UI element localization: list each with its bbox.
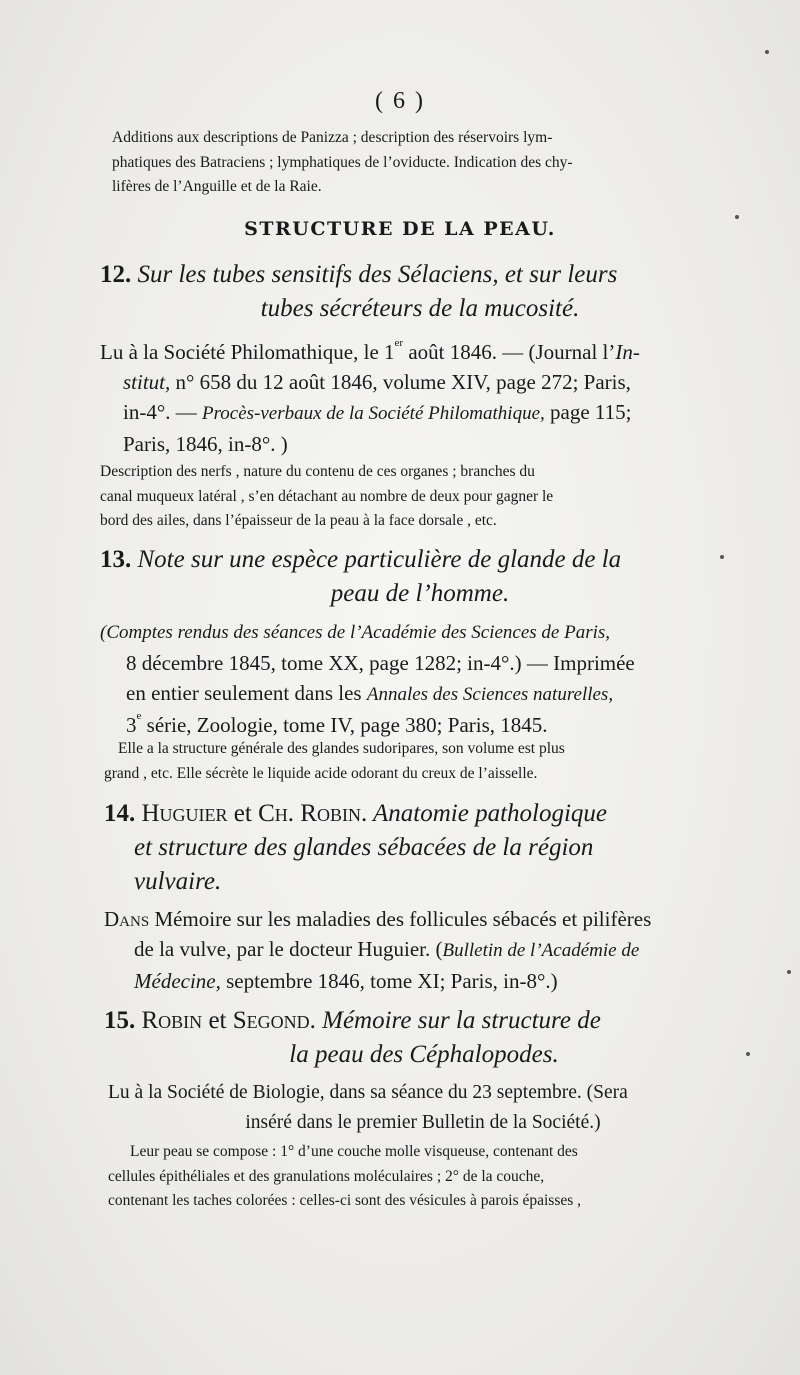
scan-speck	[735, 215, 739, 219]
entry-13-title: 13. Note sur une espèce particulière de glande de la peau de l’homme.	[100, 546, 622, 607]
page-number: ( 6 )	[375, 88, 425, 114]
scan-speck	[787, 970, 791, 974]
entry-14-reference: Dans Mémoire sur les maladies des follicules sébacés et pilifères de la vulve, par le docteur Huguier. (Bulletin de l’Académie de Médecine, septembre 1846, tome XI; Paris, in-8°.)	[104, 907, 652, 993]
entry-number: 14.	[104, 800, 136, 827]
intro-line: phatiques des Batraciens ; lymphatiques de l’oviducte. Indication des chy-	[112, 153, 573, 171]
entry-15-reference: Lu à la Société de Biologie, dans sa séance du 23 septembre. (Sera inséré dans le premier Bulletin de la Société.)	[108, 1082, 628, 1133]
section-heading: STRUCTURE DE LA PEAU.	[244, 218, 556, 240]
entry-15-title: 15. Robin et Segond. Mémoire sur la structure de la peau des Céphalopodes.	[104, 1007, 601, 1068]
scan-speck	[765, 50, 769, 54]
entry-number: 13.	[100, 546, 132, 573]
intro-paragraph	[112, 126, 712, 200]
intro-line: Additions aux descriptions de Panizza ; description des réservoirs lym-	[112, 129, 553, 146]
entry-12-title: 12. Sur les tubes sensitifs des Sélaciens, et sur leurs tubes sécréteurs de la mucosité.	[100, 261, 618, 322]
entry-13-reference: (Comptes rendus des séances de l’Académie des Sciences de Paris, 8 décembre 1845, tome XX, page 1282; in-4°.) — Imprimée en entier seulement dans les Annales des Sciences naturelles, 3e série, Zoologie, tome IV, page 380; Paris, 1845.	[100, 622, 635, 737]
entry-14-title: 14. Huguier et Ch. Robin. Anatomie pathologique et structure des glandes sébacées de la région vulvaire.	[104, 800, 608, 895]
entry-number: 12.	[100, 261, 132, 288]
entry-12-reference: Lu à la Société Philomathique, le 1er août 1846. — (Journal l’In- stitut, n° 658 du 12 août 1846, volume XIV, page 272; Paris, in-4°. — Procès-verbaux de la Société Philomathique, page 115; Paris, 1846, in-8°. )	[100, 337, 640, 456]
scan-speck	[746, 1052, 750, 1056]
intro-line: lifères de l’Anguille et de la Raie.	[112, 178, 322, 195]
entry-13-description: Elle a la structure générale des glandes sudoripares, son volume est plus grand , etc. Elle sécrète le liquide acide odorant du creux de l’aisselle.	[104, 740, 565, 782]
entry-12-description: Description des nerfs , nature du contenu de ces organes ; branches du canal muqueux latéral , s’en détachant au nombre de deux pour gagner le bord des ailes, dans l’épaisseur de la peau à la face dorsale , etc.	[100, 463, 554, 529]
scan-speck	[720, 555, 724, 559]
entry-number: 15.	[104, 1007, 136, 1034]
entry-15-description: Leur peau se compose : 1° d’une couche molle visqueuse, contenant des cellules épithéliales et des granulations moléculaires ; 2° de la couche, contenant les taches colorées : celles-ci sont des vésicules à parois épaisses ,	[108, 1143, 582, 1209]
